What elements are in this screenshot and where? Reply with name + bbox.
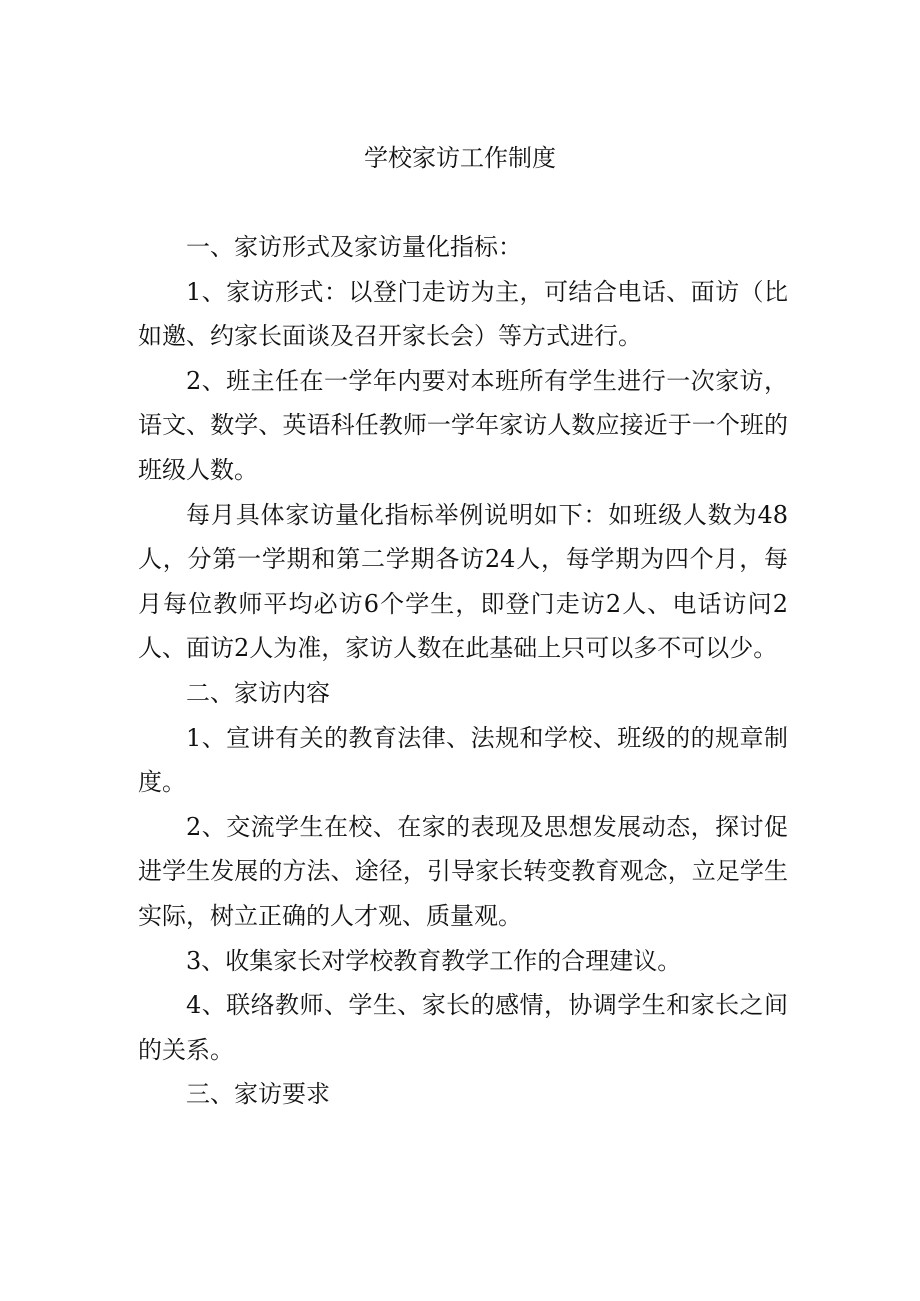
document-title: 学校家访工作制度 xyxy=(364,144,556,172)
section-heading-form-and-quota: 一、家访形式及家访量化指标： xyxy=(186,233,522,261)
paragraph-visit-scope: 2、班主任在一学年内要对本班所有学生进行一次家访，语文、数学、英语科任教师一学年家访人数应接近于一个班的班级人数。 xyxy=(138,366,788,484)
paragraph-monthly-quota-example: 每月具体家访量化指标举例说明如下：如班级人数为48人，分第一学期和第二学期各访24人，每学期为四个月，每月每位教师平均必访6个学生，即登门走访2人、电话访问2人、面访2人为准，家访人数在此基础上只可以多不可以少。 xyxy=(138,500,788,663)
paragraph-visit-form: 1、家访形式：以登门走访为主，可结合电话、面访（比如邀、约家长面谈及召开家长会）等方式进行。 xyxy=(138,277,788,351)
document-body xyxy=(138,225,788,1117)
paragraph-content-laws: 1、宣讲有关的教育法律、法规和学校、班级的的规章制度。 xyxy=(138,723,788,797)
section-heading-visit-content: 二、家访内容 xyxy=(186,678,330,707)
paragraph-content-suggestions: 3、收集家长对学校教育教学工作的合理建议。 xyxy=(186,946,682,975)
section-heading-visit-requirements: 三、家访要求 xyxy=(186,1080,330,1109)
paragraph-content-exchange: 2、交流学生在校、在家的表现及思想发展动态，探讨促进学生发展的方法、途径，引导家长转变教育观念，立足学生实际，树立正确的人才观、质量观。 xyxy=(138,812,788,930)
paragraph-content-relations: 4、联络教师、学生、家长的感情，协调学生和家长之间的关系。 xyxy=(138,991,788,1064)
